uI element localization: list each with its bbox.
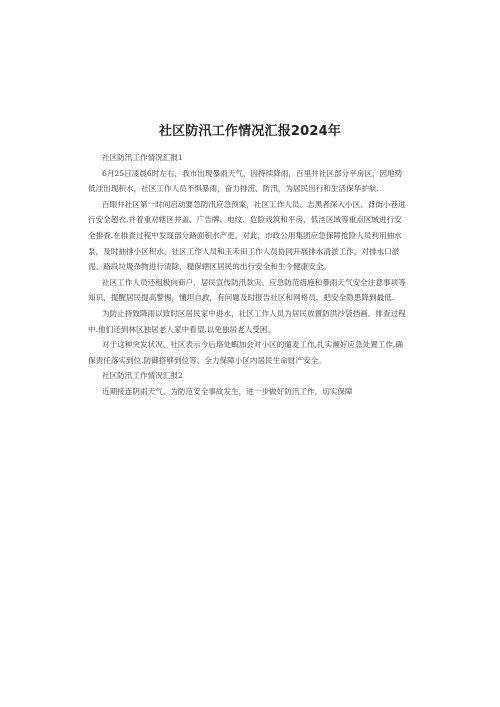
section-heading-1: 社区防汛工作情况汇报1 <box>102 153 183 162</box>
section-heading-2: 社区防汛工作情况汇报2 <box>102 371 183 381</box>
paragraph-1: 6月25日凌晨6时左右，我市出现暴雨天气，因持续降雨，百里井社区部分平房区，因地势低洼出现积水，社区工作人员不惧暴雨，奋力排涝、防汛，为居民出行和生活保华护航. <box>88 168 403 194</box>
paragraph-6: 近期接连阴雨天气，为防范安全事故发生，进一步做好防汛工作，切实保障 <box>102 386 353 396</box>
document-title: 社区防汛工作情况汇报2024年 <box>158 124 342 139</box>
paragraph-4: 为防止持致降雨以致时区居民家中进水，社区工作人员为居民放置防洪沙袋挡画。排查过程中.他们还到林区独居老人家中看望.以免独居老人受困。 <box>88 308 406 334</box>
paragraph-2: 百眼井社区第一时间启动要急防汛应急预案，社区工作人员、志黑者深入小区、背街小巷进行安全超衣.并着重对辖区井盖、广告牌、电纹、危险戏筑和平房、低洼区域等重点区域进行安全排查.在排查过程中发现部分路面积水产更，对此，市政公用集团应急保障抢险人员利用抽水泵，及时抽排小区积水，社区工作人员和玉禾田工作人员协同开展排水清淤工作，对排水口淤泥、路段垃圾杂物进行清除，糙保辖区居民的出行安全和生今健康安全。 <box>88 199 406 272</box>
paragraph-3: 社区工作人员还租极向商户、居民宣传防汛款灾、应急防范措施和暴雨天气安全注意事项等知识，提醒居民提高警惕，懂坦自救，有问题及时报告社区和网格员，把安全隐患降到最低. <box>88 277 406 303</box>
paragraph-5: 对于这种突发状况，社区表示今后珞处蝦加会对小区的遛麦工作,扎实濒好应急处置工作,确保责任落实到位.防御搭够到位等、全力保障小区内居民生命财产安全。 <box>88 340 403 365</box>
document-body <box>88 150 406 400</box>
